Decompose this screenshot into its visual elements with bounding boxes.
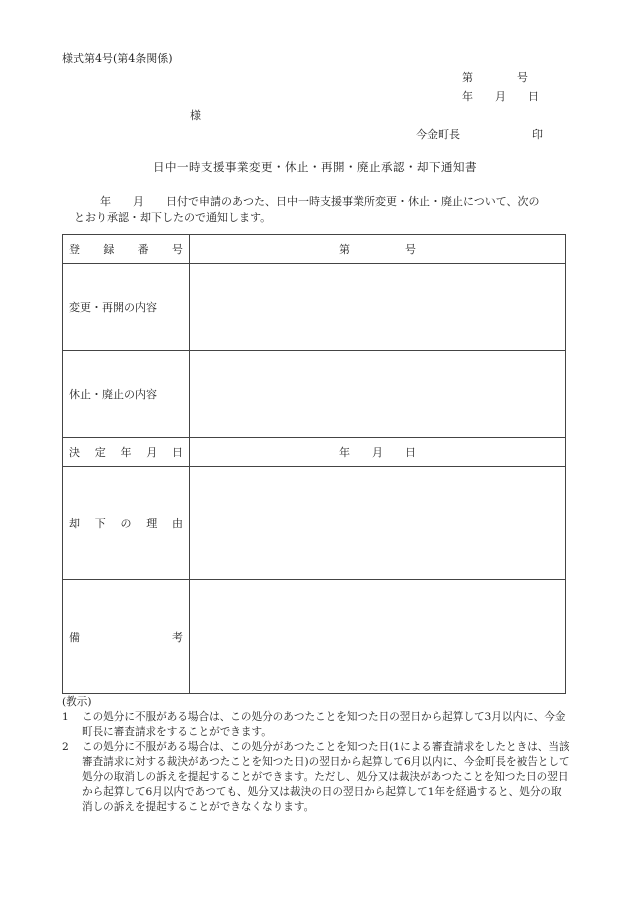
label-char: 下 xyxy=(94,517,106,530)
label-char: の xyxy=(120,517,132,530)
label-char: 番 xyxy=(137,243,149,256)
note-text: この処分に不服がある場合は、この処分のあつたことを知つた日の翌日から起算して3月以内に、今金町長に審査請求をすることができます。 xyxy=(82,711,566,738)
label-char: 却 xyxy=(69,517,80,530)
label-char: 由 xyxy=(172,517,183,530)
label-remarks xyxy=(63,580,190,694)
label-char: 号 xyxy=(171,243,183,256)
label-suspend-content: 休止・廃止の内容 xyxy=(63,351,190,438)
label-registration-number xyxy=(63,235,190,264)
issue-date: 年 月 日 xyxy=(462,90,539,103)
document-title: 日中一時支援事業変更・休止・再開・廃止承認・却下通知書 xyxy=(153,160,477,174)
issuer-name: 今金町長 xyxy=(416,128,460,141)
label-char: 決 xyxy=(69,446,80,459)
label-char: 日 xyxy=(172,446,183,459)
label-char: 備 xyxy=(69,630,80,644)
label-char: 録 xyxy=(103,243,115,256)
label-decision-date xyxy=(63,438,190,467)
label-char: 年 xyxy=(120,446,132,459)
value-registration-number: 第 号 xyxy=(190,235,566,264)
label-char: 理 xyxy=(146,517,158,530)
label-change-content: 変更・再開の内容 xyxy=(63,264,190,351)
label-rejection-reason xyxy=(63,467,190,580)
intro-paragraph xyxy=(74,194,574,226)
form-number: 様式第4号(第4条関係) xyxy=(62,52,173,65)
note-number: 1 xyxy=(62,711,69,723)
label-char: 月 xyxy=(146,446,158,459)
seal-mark: 印 xyxy=(532,128,543,141)
value-suspend-content xyxy=(190,351,566,438)
label-char: 考 xyxy=(172,630,183,644)
label-char: 定 xyxy=(94,446,106,459)
row-rejection-reason xyxy=(63,467,566,580)
addressee-suffix: 様 xyxy=(190,109,201,122)
row-change-content xyxy=(63,264,566,351)
value-change-content xyxy=(190,264,566,351)
intro-line-2: とおり承認・却下したので通知します。 xyxy=(74,211,272,224)
row-suspend-content xyxy=(63,351,566,438)
notes-heading: (教示) xyxy=(62,696,92,708)
note-item xyxy=(62,740,572,815)
value-rejection-reason xyxy=(190,467,566,580)
row-registration-number xyxy=(63,235,566,264)
label-char: 登 xyxy=(69,243,80,256)
value-remarks xyxy=(190,580,566,694)
instruction-notes xyxy=(62,695,572,815)
note-text: この処分に不服がある場合は、この処分があつたことを知つた日(1による審査請求をしたときは、当該審査請求に対する裁決があつたことを知つた日)の翌日から起算して6月以内に、今金町長を被告として処分の取消しの訴えを提起することができます。ただし、処分又は裁決があつたことを知つた日の翌日から起算して6月以内であつても、処分又は裁決の日の翌日から起算して1年を経過すると、処分の取消しの訴えを提起することができなくなります。 xyxy=(82,741,570,813)
row-decision-date xyxy=(63,438,566,467)
value-decision-date: 年 月 日 xyxy=(190,438,566,467)
notification-form-table xyxy=(62,234,566,694)
document-number: 第 号 xyxy=(462,71,528,84)
row-remarks xyxy=(63,580,566,694)
note-item xyxy=(62,710,572,740)
note-number: 2 xyxy=(62,741,69,753)
intro-line-1: 年 月 日付で申請のあつた、日中一時支援事業所変更・休止・廃止について、次の xyxy=(100,195,540,208)
